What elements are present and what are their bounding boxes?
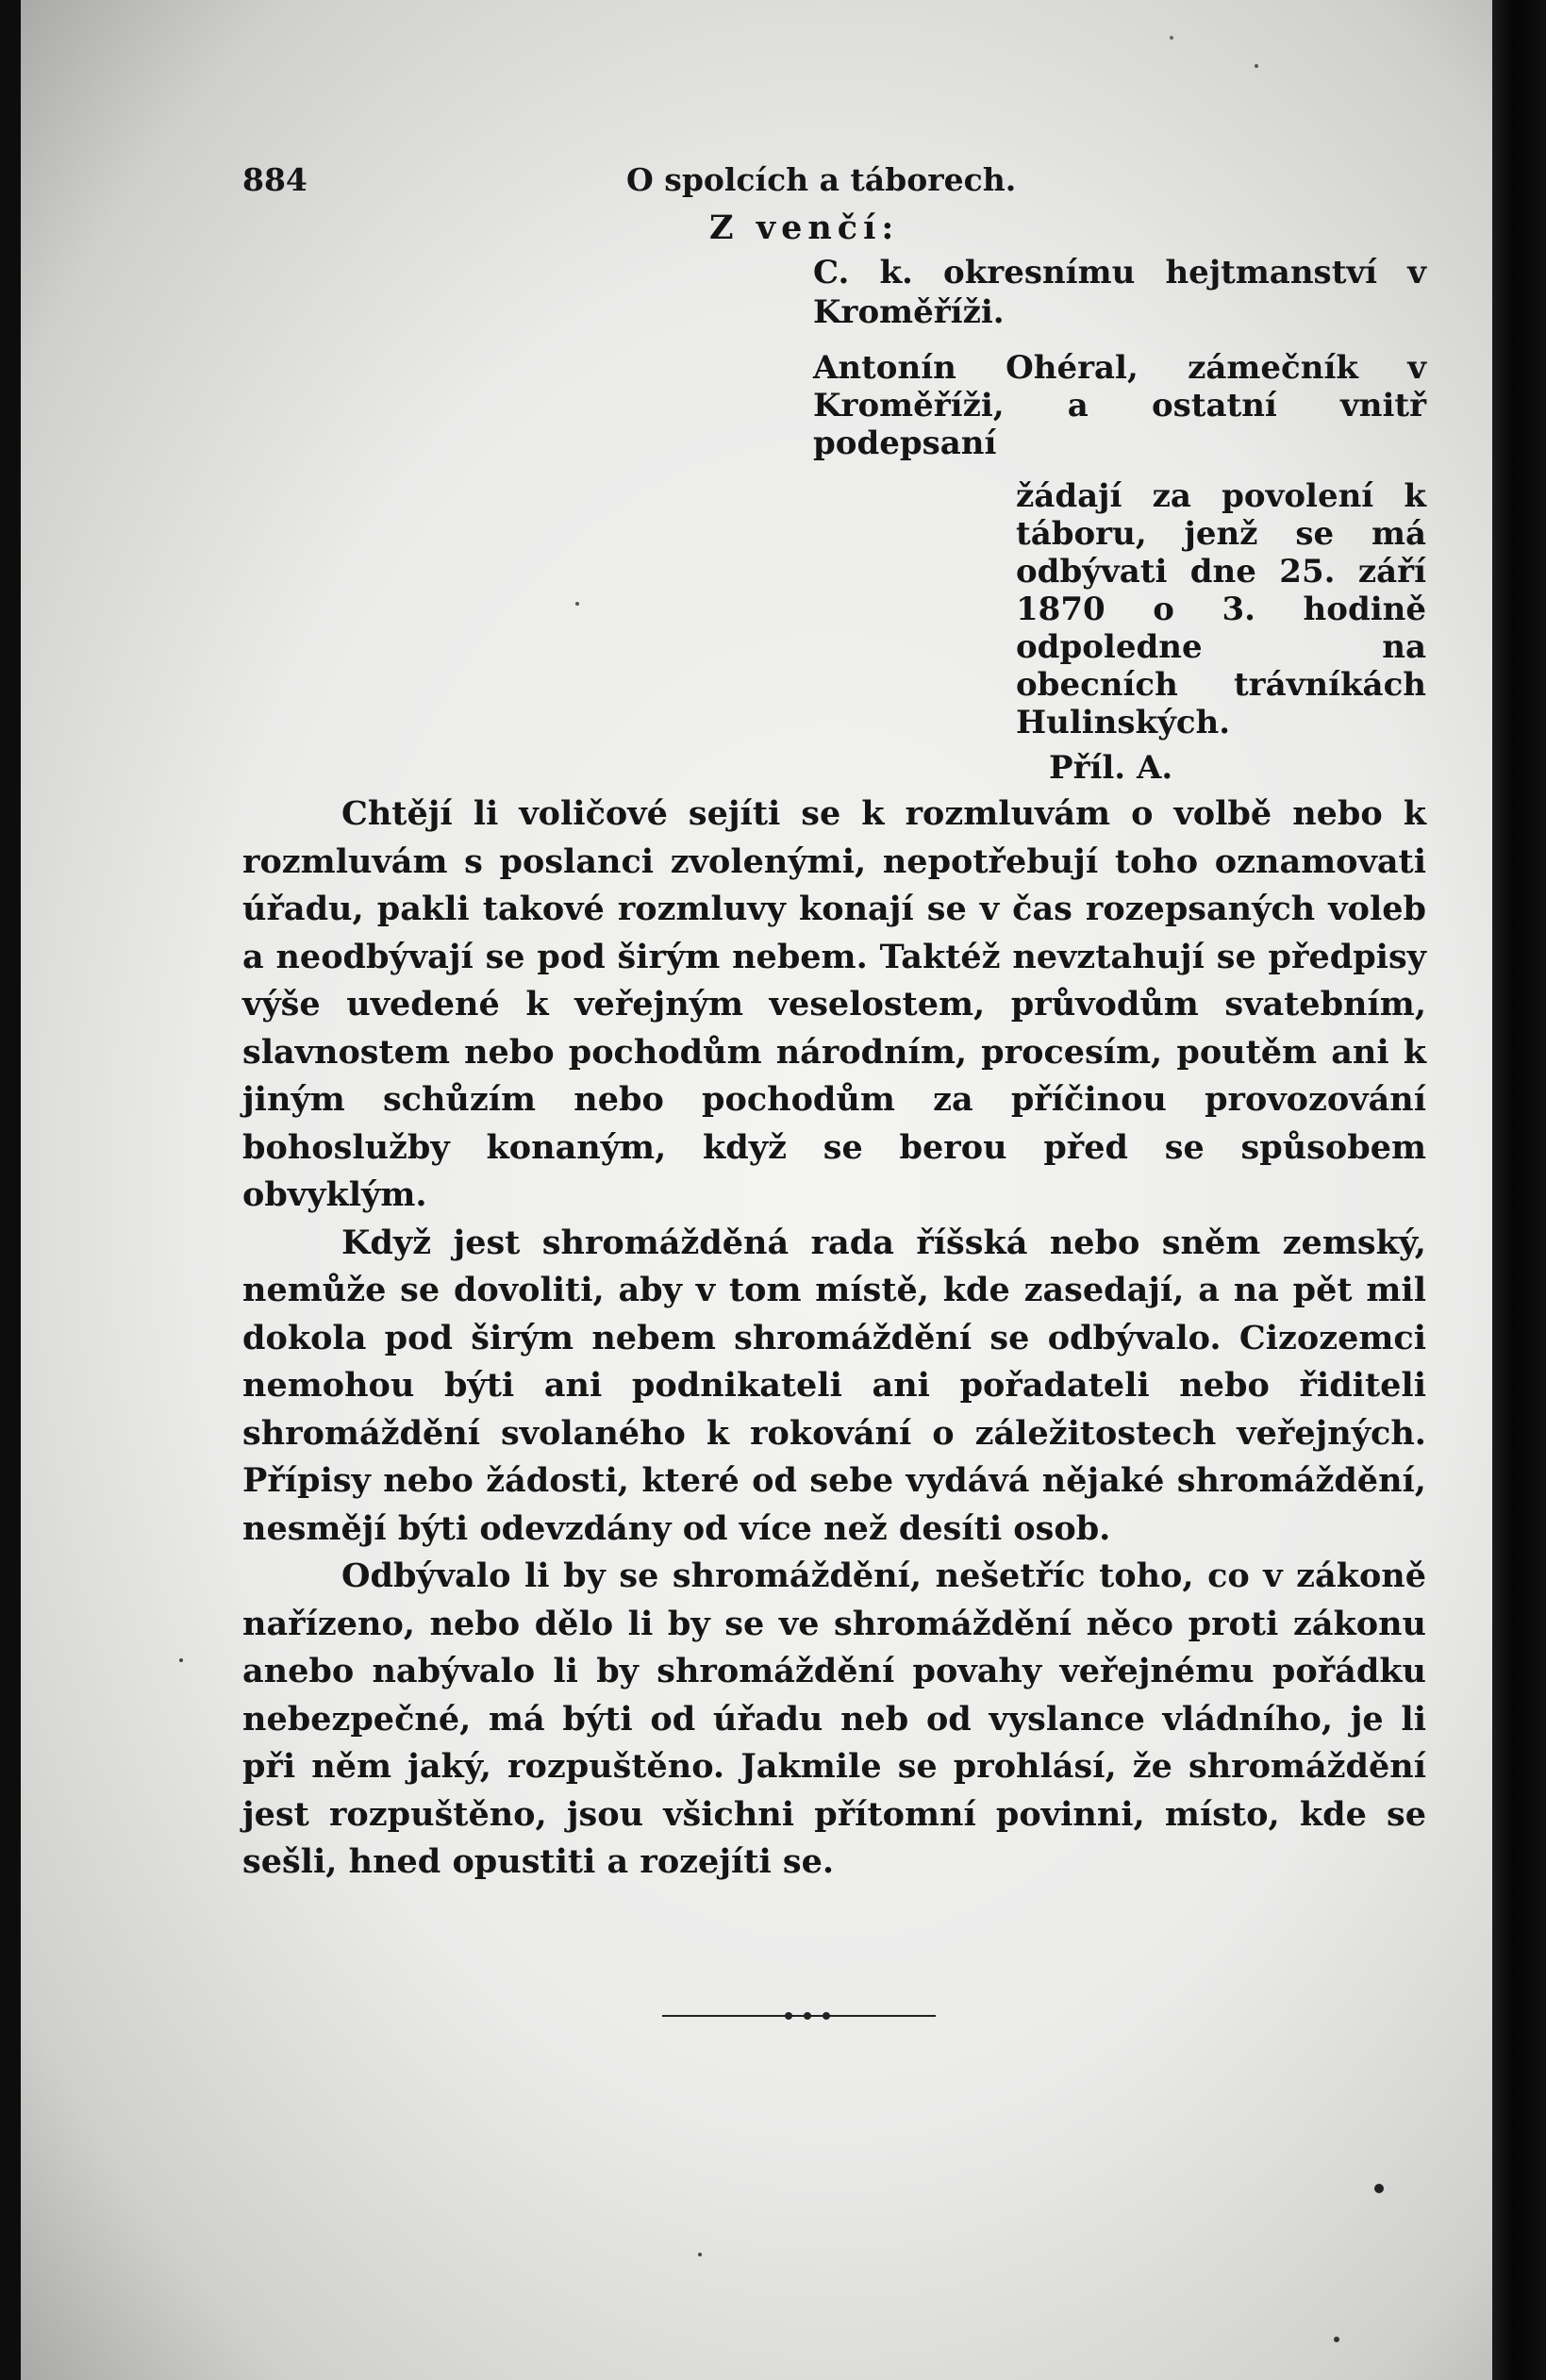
request-text: žádají za povolení k táboru, jenž se má odbývati dne 25. září 1870 o 3. hodině odpoledne na obecních trávníkách Hulinských.	[1016, 477, 1426, 741]
decorative-rule	[662, 2012, 936, 2020]
attachment-label: Příl. A.	[1049, 749, 1173, 787]
book-page	[21, 0, 1492, 2380]
book-binding-edge	[1492, 0, 1546, 2380]
address-block	[242, 204, 1426, 791]
rule-line	[662, 2015, 936, 2017]
paragraph: Odbývalo li by se shromáždění, nešetříc toho, co v zákoně nařízeno, nebo dělo li by se ve shromáždění něco proti zákonu anebo nabývalo li by shromáždění povahy veřejnému pořádku nebezpečné, má býti od úřadu neb od vyslance vládního, je li při něm jaký, rozpuštěno. Jakmile se prohlásí, že shromáždění jest rozpuštěno, jsou všichni přítomní povinni, místo, kde se sešli, hned opustiti a rozejíti se.	[242, 1556, 1426, 1881]
rule-dot	[823, 2012, 830, 2020]
running-title: O spolcích a táborech.	[626, 161, 1017, 198]
paragraph: Chtějí li voličové sejíti se k rozmluvám o volbě nebo k rozmluvám s poslanci zvolenými, nepotřebují toho oznamovati úřadu, pakli takové rozmluvy konají se v čas rozepsaných voleb a neodbývají se pod širým nebem. Taktéž nevztahují se předpisy výše uvedené k veřejným veselostem, průvodům svatebním, slavnostem nebo pochodům národním, procesím, poutěm ani k jiným schůzím nebo pochodům za příčinou provozování bohoslužby konaným, když se berou před se spůsobem obvyklým.	[242, 794, 1426, 1214]
page-content	[242, 151, 1426, 1887]
body-text	[242, 791, 1426, 1887]
from-label: Z venčí:	[709, 208, 900, 247]
page-number: 884	[242, 161, 308, 198]
page-header	[242, 151, 1426, 204]
addressee: C. k. okresnímu hejtmanství v Kroměříži.	[813, 254, 1426, 331]
paragraph: Když jest shromážděná rada říšská nebo sněm zemský, nemůže se dovoliti, aby v tom místě, kde zasedají, a na pět mil dokola pod širým nebem shromáždění se odbývalo. Cizozemci nemohou býti ani podnikateli ani pořadateli nebo řiditeli shromáždění svolaného k rokování o záležitostech veřejných. Přípisy nebo žádosti, které od sebe vydává nějaké shromáždění, nesmějí býti odevzdány od více než desíti osob.	[242, 1223, 1426, 1548]
rule-dot	[785, 2012, 792, 2020]
petitioner: Antonín Ohéral, zámečník v Kroměříži, a ostatní vnitř podepsaní	[813, 349, 1426, 462]
rule-dot	[804, 2012, 811, 2020]
